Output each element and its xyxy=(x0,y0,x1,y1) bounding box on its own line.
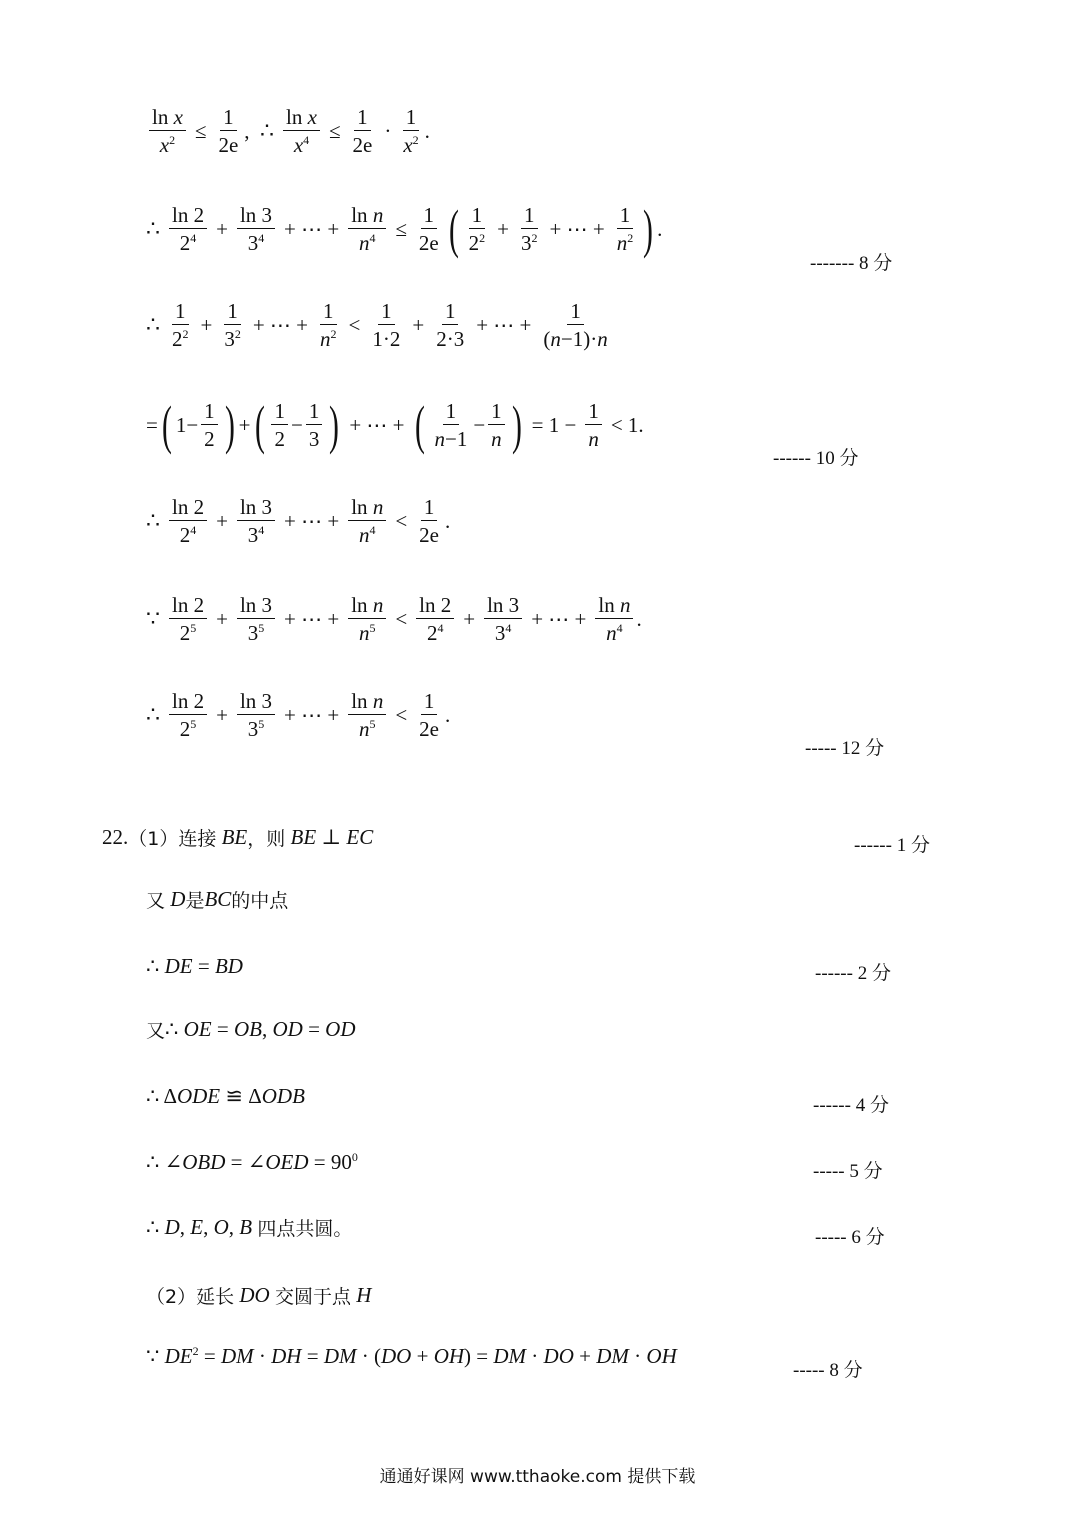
math-line-2: ∴ $\frac{\ln 2}{2^4}$ + $\frac{\ln 3}{3^4}$ + ⋯ + $\frac{\text{ln n}}{n^4}$ ≤ $\frac{1}{2e}$ ( $\frac{1}{2^2}$ + $\frac{1}{3^2}$ + ⋯ + $\frac{1}{n^2}$ ) . xyxy=(146,199,663,259)
score-8a: ------- 8 分 xyxy=(810,253,893,274)
q22-part2: （2）延长 DO 交圆于点 H xyxy=(146,1283,372,1308)
score-4: ------ 4 分 xyxy=(813,1095,889,1116)
q22-line9: ∵ $DE^2$ = DM · DH = DM · (DO + OH) = DM · DO + DM · OH xyxy=(146,1344,677,1368)
q22-line6: ∴ ∠OBD = ∠OED = $90^0$ xyxy=(146,1150,358,1174)
math-line-6: ∵ $\frac{\ln 2}{2^5}$ + $\frac{\ln 3}{3^5}$ + ⋯ + $\frac{\text{ln n}}{n^5}$ < $\frac{\ln 2}{2^4}$ + $\frac{\ln 3}{3^4}$ + ⋯ + $\frac{\text{ln n}}{n^4}$ . xyxy=(146,593,642,646)
q22-line4: 又 ∴ OE = OB, OD = OD xyxy=(146,1017,356,1042)
q22-number: 22. xyxy=(102,825,129,849)
q22-part1: 22. （1）连接 BE ，则 BE ⊥ EC xyxy=(102,825,374,850)
score-12: ----- 12 分 xyxy=(805,738,885,759)
math-line-3: ∴ $\frac{1}{2^2}$ + $\frac{1}{3^2}$ + ⋯ + $\frac{1}{n^2}$ < $\frac{1}{1\cdot 2}$ + $\frac{1}{2\cdot 3}$ + ⋯ + $\frac{1}{(n-1)\cdot n}$ xyxy=(146,299,608,352)
footer-text: 通通好课网 www.tthaoke.com 提供下载 xyxy=(379,1467,696,1487)
score-10: ------ 10 分 xyxy=(773,448,859,469)
score-1: ------ 1 分 xyxy=(854,835,930,856)
math-line-7: ∴ $\frac{\ln 2}{2^5}$ + $\frac{\ln 3}{3^5}$ + ⋯ + $\frac{\text{ln n}}{n^5}$ < $\frac{1}{2e}$ . xyxy=(146,689,451,742)
math-line-4: = ( 1− $\frac{1}{2}$ ) + ( $\frac{1}{2}$ − $\frac{1}{3}$ ) + ⋯ + ( $\frac{1}{n-1}$ − $\frac{1}{n}$ ) = 1 − $\frac{1}{n}$ < 1. xyxy=(146,395,644,455)
q22-line2: 又 D 是 BC 的中点 xyxy=(146,887,289,912)
score-5: ----- 5 分 xyxy=(813,1161,883,1182)
score-8b: ----- 8 分 xyxy=(793,1360,863,1381)
q22-line5: ∴ ΔODE ≌ ΔODB xyxy=(146,1084,305,1108)
score-6: ----- 6 分 xyxy=(815,1227,885,1248)
q22-line7: ∴ D, E, O, B 四点共圆。 xyxy=(146,1215,353,1240)
math-line-1: $\frac{\text{ln x}}{x^2}$ ≤ $\frac{1}{2e}$ , ∴ $\frac{\text{ln x}}{x^4}$ ≤ $\frac{1}{2e}$ · $\frac{1}{x^2}$ . xyxy=(146,106,430,156)
score-2: ------ 2 分 xyxy=(815,963,891,984)
math-line-5: ∴ $\frac{\ln 2}{2^4}$ + $\frac{\ln 3}{3^4}$ + ⋯ + $\frac{\text{ln n}}{n^4}$ < $\frac{1}{2e}$ . xyxy=(146,495,451,548)
q22-line3: ∴ DE = BD xyxy=(146,954,243,978)
